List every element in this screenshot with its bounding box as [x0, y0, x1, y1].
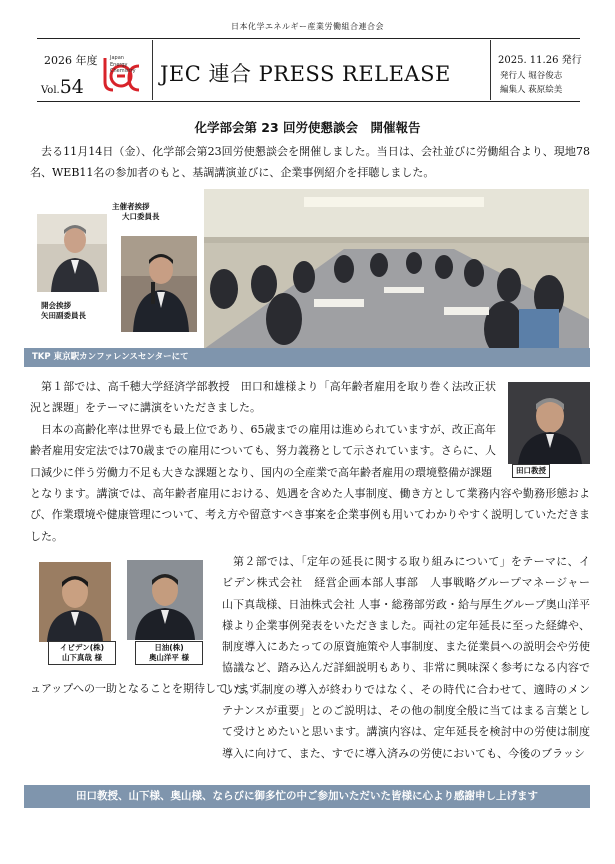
masthead-divider-left	[152, 40, 153, 100]
masthead-bottom-rule	[37, 101, 580, 102]
opening-speaker-photo	[121, 236, 197, 332]
thanks-banner: 田口教授、山下様、奥山様、ならびに御多忙の中ご参加いただいた皆様に心より感謝申し上げます	[24, 785, 590, 808]
okuyama-caption: 日油(株) 奥山洋平 様	[135, 641, 203, 665]
logo-wordmark: Japan Energy Chemistry	[110, 55, 136, 74]
intro-paragraph: 去る11月14日（金）、化学部会第23回労使懇談会を開催しました。当日は、会社並びに労働組合より、現地78名、WEB11名の参加者のもと、基調講演並びに、企業事例紹介を拝聴しました。	[30, 145, 590, 180]
part2-paragraph: 第２部では、「定年の延長に関する取り組みについて」をテーマに、イビデン株式会社 経営企画本部人事部 人事戦略グループマネージャー 山下真哉様、日油株式会社 人事・総務部労政・給与厚生グループ奥山洋平様より企業事例発表をいただきました。両社の定年延長に至った経緯や、制度導入にあたっての原資施策や人事制度、また従業員への説明会や労使協議など、踏み込んだ詳細説明もあり、非常に興味深く参考になる内容でした。「制度の導入が終わりではなく、その時代に合わせて、適時のメンテナンスが重要」とのご説明は、その他の制度全般に当てはまる言葉として受けとめたいと思います。講演内容は、定年延長を検討中の労使は制度導入に向けて、また、すでに導入済みの労使においても、今後のブラッシ	[222, 555, 601, 760]
opening-greeting-caption: 開会挨拶 矢田副委員長	[41, 301, 86, 320]
part1-detail-paragraph: 日本の高齢化率は世界でも最上位であり、65歳までの雇用は進められていますが、改正高年齢者雇用安定法では70歳までの雇用についても、努力義務として示されています。さらに、人口減少に伴う労働力不足も大きな課題となり、国内の全産業で高年齢者雇用の環境整備が課題	[30, 423, 496, 479]
yamashita-caption: イビデン(株) 山下真哉 様	[48, 641, 116, 665]
masthead-top-rule	[37, 38, 580, 39]
part1-paragraph: 第１部では、高千穂大学経済学部教授 田口和雄様より「高年齢者雇用を取り巻く法改正状況と課題」をテーマに講演をいただきました。	[30, 380, 496, 415]
masthead-divider-right	[490, 40, 491, 100]
newsletter-title: JEC 連合 PRESS RELEASE	[160, 62, 451, 86]
yamashita-photo	[39, 562, 111, 642]
host-greeting-caption: 主催者挨拶 大口委員長	[112, 202, 160, 221]
publisher: 発行人 堀谷俊志	[500, 71, 563, 81]
article-heading: 化学部会第 23 回労使懇談会 開催報告	[194, 120, 421, 135]
venue-caption-banner: TKP 東京駅カンファレンスセンターにて	[24, 348, 590, 367]
part1-detail-continued: となります。講演では、高年齢者雇用における、処遇を含めた人事制度、働き方として業務内容や勤務形態および、作業環境や健康管理について、考え方や留意すべき事案を企業事例も用いてわかりやすく説明していただきました。	[30, 487, 590, 543]
host-speaker-photo	[37, 214, 107, 292]
taguchi-caption: 田口教授	[512, 464, 550, 478]
part2-continued: ュアップへの一助となることを期待しています。	[30, 682, 271, 695]
okuyama-photo	[127, 560, 203, 640]
issue-date: 2025. 11.26 発行	[498, 55, 582, 66]
organization-name: 日本化学エネルギー産業労働組合連合会	[231, 22, 384, 31]
fiscal-year: 2026 年度	[44, 54, 98, 67]
editor: 編集人 萩原絵美	[500, 85, 563, 95]
venue-audience-photo	[204, 189, 589, 349]
volume-number: Vol.54	[41, 76, 84, 98]
taguchi-photo	[508, 382, 590, 464]
